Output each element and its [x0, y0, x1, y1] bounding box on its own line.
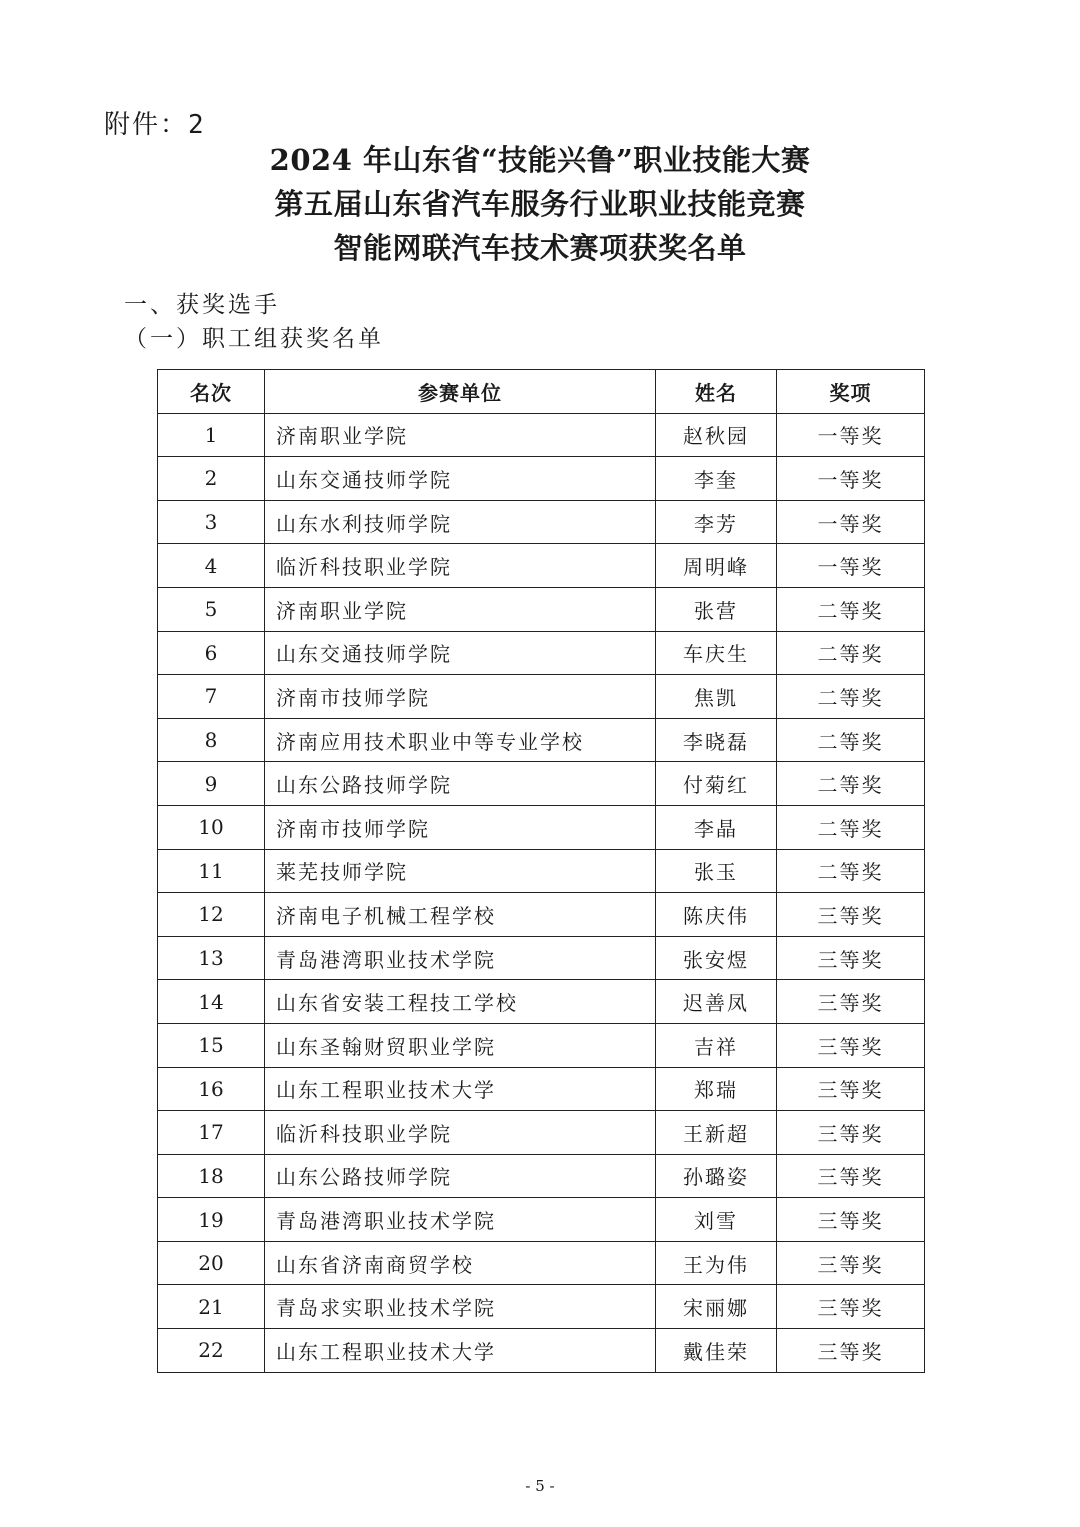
- name-cell: 李晓磊: [656, 718, 777, 762]
- award-cell: 三等奖: [777, 1154, 925, 1198]
- header-name: 姓名: [656, 370, 777, 414]
- table-row: [158, 980, 925, 1024]
- rank-cell: 3: [158, 500, 265, 544]
- table-row: [158, 718, 925, 762]
- rank-cell: 19: [158, 1198, 265, 1242]
- rank-cell: 22: [158, 1329, 265, 1373]
- award-cell: 三等奖: [777, 1023, 925, 1067]
- name-cell: 付菊红: [656, 762, 777, 806]
- rank-cell: 5: [158, 587, 265, 631]
- table-row: [158, 1198, 925, 1242]
- unit-cell: 临沂科技职业学院: [265, 1111, 656, 1155]
- rank-cell: 15: [158, 1023, 265, 1067]
- subsection-heading: （一）职工组获奖名单: [124, 326, 384, 352]
- name-cell: 张营: [656, 587, 777, 631]
- rank-cell: 2: [158, 457, 265, 501]
- unit-cell: 山东交通技师学院: [265, 457, 656, 501]
- unit-cell: 青岛求实职业技术学院: [265, 1285, 656, 1329]
- unit-cell: 山东省安装工程技工学校: [265, 980, 656, 1024]
- name-cell: 李奎: [656, 457, 777, 501]
- name-cell: 周明峰: [656, 544, 777, 588]
- unit-cell: 山东省济南商贸学校: [265, 1241, 656, 1285]
- rank-cell: 16: [158, 1067, 265, 1111]
- table-body: [158, 413, 925, 1372]
- name-cell: 孙璐姿: [656, 1154, 777, 1198]
- rank-cell: 18: [158, 1154, 265, 1198]
- rank-cell: 14: [158, 980, 265, 1024]
- award-cell: 三等奖: [777, 980, 925, 1024]
- unit-cell: 山东公路技师学院: [265, 762, 656, 806]
- unit-cell: 临沂科技职业学院: [265, 544, 656, 588]
- unit-cell: 济南职业学院: [265, 413, 656, 457]
- rank-cell: 1: [158, 413, 265, 457]
- table-row: [158, 762, 925, 806]
- header-award: 奖项: [777, 370, 925, 414]
- award-cell: 二等奖: [777, 718, 925, 762]
- rank-cell: 21: [158, 1285, 265, 1329]
- award-cell: 三等奖: [777, 1198, 925, 1242]
- award-cell: 二等奖: [777, 631, 925, 675]
- table-row: [158, 675, 925, 719]
- table-row: [158, 544, 925, 588]
- unit-cell: 济南市技师学院: [265, 805, 656, 849]
- award-cell: 三等奖: [777, 893, 925, 937]
- name-cell: 张玉: [656, 849, 777, 893]
- unit-cell: 青岛港湾职业技术学院: [265, 1198, 656, 1242]
- table-row: [158, 413, 925, 457]
- name-cell: 郑瑞: [656, 1067, 777, 1111]
- table-row: [158, 1329, 925, 1373]
- name-cell: 车庆生: [656, 631, 777, 675]
- name-cell: 王新超: [656, 1111, 777, 1155]
- table-row: [158, 631, 925, 675]
- table-header-row: [158, 370, 925, 414]
- name-cell: 宋丽娜: [656, 1285, 777, 1329]
- unit-cell: 山东圣翰财贸职业学院: [265, 1023, 656, 1067]
- table-row: [158, 1111, 925, 1155]
- unit-cell: 山东公路技师学院: [265, 1154, 656, 1198]
- name-cell: 李芳: [656, 500, 777, 544]
- award-cell: 三等奖: [777, 1067, 925, 1111]
- table-row: [158, 457, 925, 501]
- name-cell: 陈庆伟: [656, 893, 777, 937]
- unit-cell: 青岛港湾职业技术学院: [265, 936, 656, 980]
- rank-cell: 8: [158, 718, 265, 762]
- table-row: [158, 1154, 925, 1198]
- unit-cell: 济南职业学院: [265, 587, 656, 631]
- rank-cell: 20: [158, 1241, 265, 1285]
- unit-cell: 济南电子机械工程学校: [265, 893, 656, 937]
- unit-cell: 济南应用技术职业中等专业学校: [265, 718, 656, 762]
- award-cell: 二等奖: [777, 587, 925, 631]
- award-cell: 一等奖: [777, 544, 925, 588]
- unit-cell: 山东工程职业技术大学: [265, 1329, 656, 1373]
- rank-cell: 12: [158, 893, 265, 937]
- section-heading: 一、获奖选手: [124, 292, 280, 318]
- award-cell: 二等奖: [777, 762, 925, 806]
- title-line-3: 智能网联汽车技术赛项获奖名单: [333, 231, 747, 265]
- rank-cell: 4: [158, 544, 265, 588]
- table-row: [158, 893, 925, 937]
- rank-cell: 13: [158, 936, 265, 980]
- name-cell: 赵秋园: [656, 413, 777, 457]
- award-cell: 二等奖: [777, 675, 925, 719]
- award-cell: 一等奖: [777, 457, 925, 501]
- header-rank: 名次: [158, 370, 265, 414]
- name-cell: 李晶: [656, 805, 777, 849]
- name-cell: 吉祥: [656, 1023, 777, 1067]
- table-row: [158, 1067, 925, 1111]
- title-line-2: 第五届山东省汽车服务行业职业技能竞赛: [274, 187, 806, 221]
- award-cell: 一等奖: [777, 413, 925, 457]
- unit-cell: 莱芜技师学院: [265, 849, 656, 893]
- rank-cell: 17: [158, 1111, 265, 1155]
- award-cell: 三等奖: [777, 1241, 925, 1285]
- name-cell: 刘雪: [656, 1198, 777, 1242]
- rank-cell: 10: [158, 805, 265, 849]
- table-row: [158, 1023, 925, 1067]
- unit-cell: 济南市技师学院: [265, 675, 656, 719]
- award-cell: 三等奖: [777, 936, 925, 980]
- award-cell: 三等奖: [777, 1329, 925, 1373]
- document-title: [0, 138, 1080, 270]
- table-row: [158, 849, 925, 893]
- name-cell: 张安煜: [656, 936, 777, 980]
- rank-cell: 11: [158, 849, 265, 893]
- page-number: - 5 -: [525, 1477, 555, 1495]
- header-unit: 参赛单位: [265, 370, 656, 414]
- unit-cell: 山东工程职业技术大学: [265, 1067, 656, 1111]
- table-row: [158, 936, 925, 980]
- rank-cell: 7: [158, 675, 265, 719]
- table-row: [158, 1285, 925, 1329]
- award-table: [157, 369, 925, 1373]
- name-cell: 焦凯: [656, 675, 777, 719]
- table-row: [158, 1241, 925, 1285]
- award-cell: 一等奖: [777, 500, 925, 544]
- rank-cell: 6: [158, 631, 265, 675]
- award-cell: 三等奖: [777, 1285, 925, 1329]
- title-line-1: 2024 年山东省“技能兴鲁”职业技能大赛: [269, 143, 811, 177]
- award-cell: 二等奖: [777, 805, 925, 849]
- table-row: [158, 587, 925, 631]
- table-row: [158, 500, 925, 544]
- unit-cell: 山东交通技师学院: [265, 631, 656, 675]
- table-row: [158, 805, 925, 849]
- award-cell: 二等奖: [777, 849, 925, 893]
- name-cell: 戴佳荣: [656, 1329, 777, 1373]
- name-cell: 王为伟: [656, 1241, 777, 1285]
- unit-cell: 山东水利技师学院: [265, 500, 656, 544]
- name-cell: 迟善凤: [656, 980, 777, 1024]
- attachment-label: 附件：2: [104, 110, 206, 140]
- award-cell: 三等奖: [777, 1111, 925, 1155]
- rank-cell: 9: [158, 762, 265, 806]
